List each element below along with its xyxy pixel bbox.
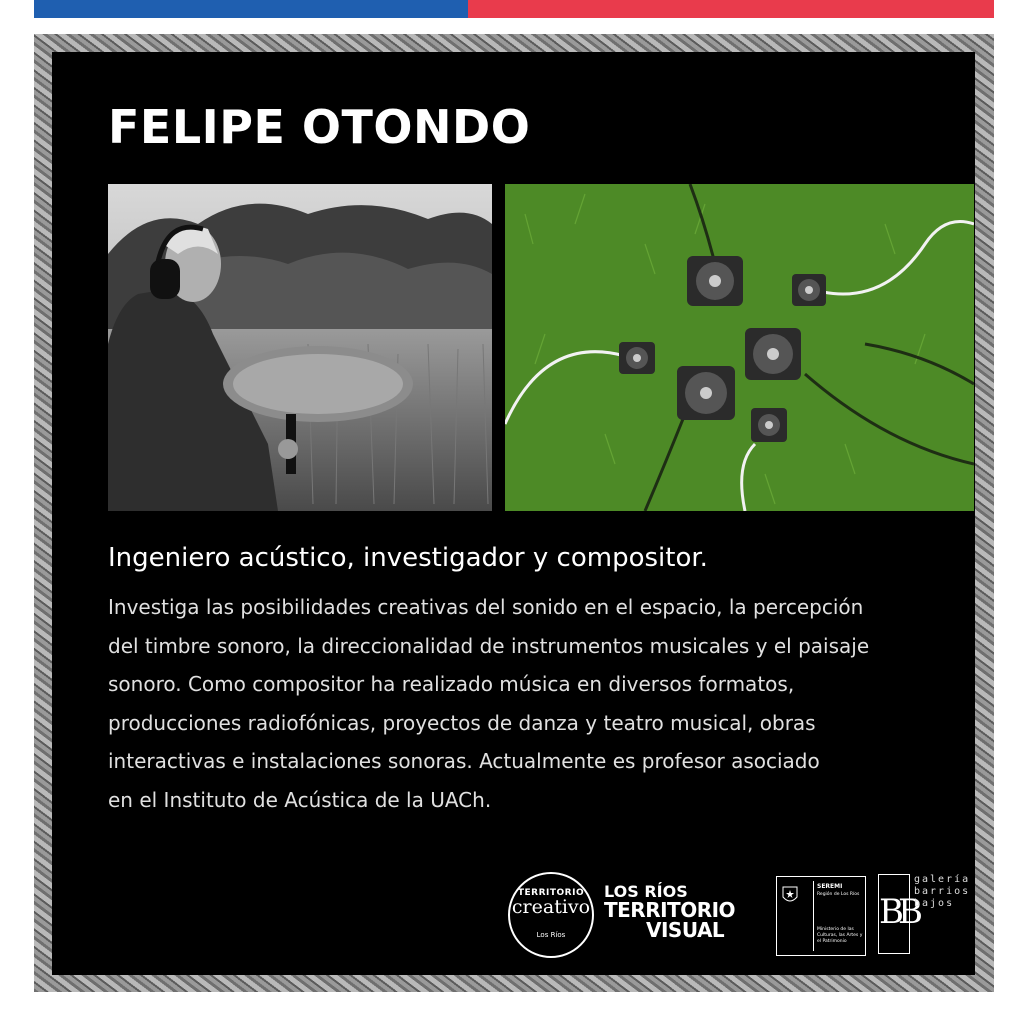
- body-line: sonoro. Como compositor ha realizado música en diversos formatos,: [108, 672, 795, 696]
- logo-text: Los Ríos: [536, 931, 566, 939]
- body-line: interactivas e instalaciones sonoras. Actualmente es profesor asociado: [108, 749, 820, 773]
- sponsor-logos: [500, 868, 970, 960]
- body-line: del timbre sonoro, la direccionalidad de instrumentos musicales y el paisaje: [108, 633, 870, 658]
- bb-mark: BB: [878, 874, 910, 954]
- logo-text: VISUAL: [646, 918, 725, 942]
- logo-text: galería: [914, 874, 971, 885]
- body-line: en el Instituto de Acústica de la UACh.: [108, 787, 492, 812]
- logo-text: Región de Los Ríos: [817, 892, 860, 897]
- logo-text: TERRITORIO: [604, 898, 736, 922]
- logo-text: Ministerio de las Culturas, las Artes y el Patrimonio: [817, 927, 863, 944]
- logo-text: barrios: [914, 886, 971, 897]
- page-title: FELIPE OTONDO: [108, 100, 531, 154]
- logo-text: SEREMI: [817, 883, 843, 890]
- body-line: Investiga las posibilidades creativas del sonido en el espacio, la percepción: [108, 595, 864, 619]
- speakers-on-grass-photo: [505, 184, 974, 511]
- territorio-creativo-logo: [508, 872, 594, 958]
- seremi-logo: [776, 876, 866, 956]
- galeria-barrios-bajos-logo: [878, 874, 970, 956]
- logo-text: creativo: [511, 896, 591, 918]
- los-rios-territorio-visual-logo: [604, 884, 764, 940]
- logo-text: LOS RÍOS: [604, 882, 688, 901]
- flag-stripe-blue: [34, 0, 468, 18]
- subtitle: Ingeniero acústico, investigador y compositor.: [108, 543, 708, 573]
- coat-of-arms-icon: [781, 883, 799, 905]
- logo-text: TERRITORIO: [517, 888, 585, 898]
- flag-stripe-red: [468, 0, 994, 18]
- logo-text: bajos: [914, 898, 955, 909]
- divider: [813, 881, 814, 951]
- body-paragraph: [108, 588, 958, 819]
- logo-words: [914, 874, 970, 910]
- body-line: producciones radiofónicas, proyectos de danza y teatro musical, obras: [108, 710, 816, 735]
- portrait-photo: [108, 184, 492, 511]
